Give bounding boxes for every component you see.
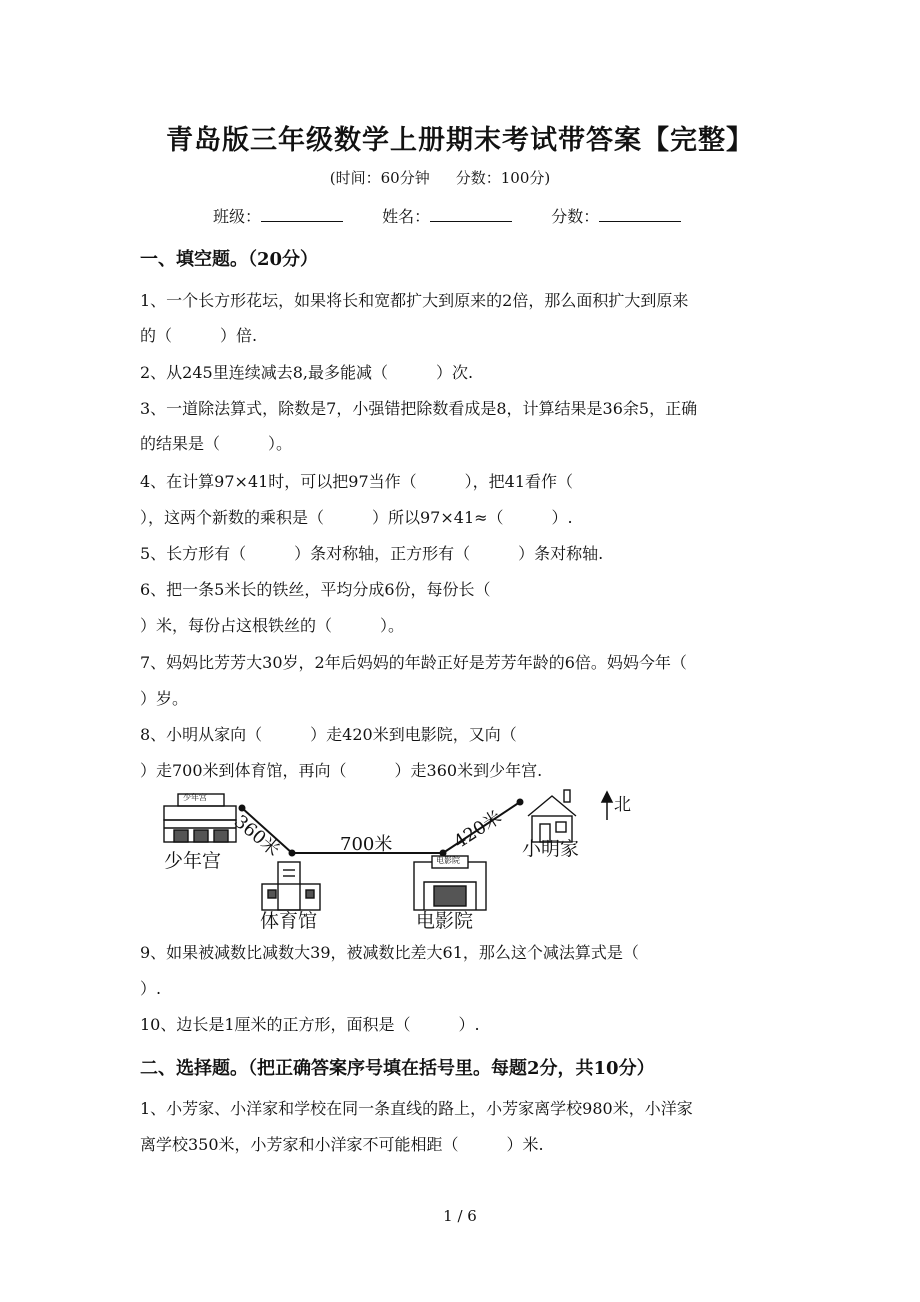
question-line: 4、在计算97×41时，可以把97当作（ ），把41看作（: [140, 472, 574, 491]
question-line: 5、长方形有（ ）条对称轴，正方形有（ ）条对称轴.: [140, 544, 604, 563]
name-label: 姓名：: [382, 207, 431, 226]
cinema-sign: 电影院: [436, 856, 460, 865]
youth-palace-label: 少年宫: [164, 850, 222, 872]
question-line: ）走700米到体育馆，再向（ ）走360米到少年宫.: [140, 761, 543, 780]
gym-label: 体育馆: [260, 910, 318, 932]
section2-heading: 二、选择题。（把正确答案序号填在括号里。每题2分，共10分）: [140, 1058, 655, 1079]
question-line: 2、从245里连续减去8,最多能减（ ）次.: [140, 363, 474, 382]
page-number: 1 / 6: [443, 1207, 477, 1225]
name-field[interactable]: [382, 204, 512, 227]
route-map-drawing: [150, 786, 650, 936]
home-label: 小明家: [522, 838, 580, 860]
question-line: 8、小明从家向（ ）走420米到电影院，又向（: [140, 725, 517, 744]
question-line: 3、一道除法算式，除数是7，小强错把除数看成是8，计算结果是36余5，正确: [140, 399, 698, 418]
question-line: 1、小芳家、小洋家和学校在同一条直线的路上，小芳家离学校980米，小洋家: [140, 1099, 693, 1118]
cinema-label: 电影院: [416, 910, 474, 932]
class-blank[interactable]: [261, 207, 343, 222]
gym-icon: [262, 862, 320, 910]
question-line: 的（ ）倍.: [140, 326, 258, 345]
question-line: 的结果是（ ）。: [140, 434, 293, 453]
distance-360-label: 360米: [229, 811, 284, 861]
question-line: ），这两个新数的乘积是（ ）所以97×41≈（ ）.: [140, 508, 573, 527]
name-blank[interactable]: [430, 207, 512, 222]
question-line: 7、妈妈比芳芳大30岁，2年后妈妈的年龄正好是芳芳年龄的6倍。妈妈今年（: [140, 653, 687, 672]
question-line: 1、一个长方形花坛，如果将长和宽都扩大到原来的2倍，那么面积扩大到原来: [140, 291, 689, 310]
section1-heading: 一、填空题。（20分）: [140, 249, 319, 270]
question-line: 10、边长是1厘米的正方形，面积是（ ）.: [140, 1015, 480, 1034]
question-line: 6、把一条5米长的铁丝，平均分成6份，每份长（: [140, 580, 491, 599]
route-map: [150, 786, 650, 936]
question-line: ）.: [140, 979, 162, 998]
distance-420-label: 420米: [450, 806, 506, 853]
north-arrow-icon: [602, 792, 612, 820]
class-field[interactable]: [213, 204, 343, 227]
score-blank[interactable]: [599, 207, 681, 222]
question-line: ）米，每份占这根铁丝的（ ）。: [140, 616, 405, 635]
exam-time: (时间：60分钟: [329, 169, 430, 187]
youth-palace-sign: 少年宫: [183, 793, 207, 802]
north-label: 北: [614, 795, 631, 815]
student-info-row: [213, 204, 715, 227]
distance-700-label: 700米: [340, 834, 393, 855]
question-line: 9、如果被减数比减数大39，被减数比差大61，那么这个减法算式是（: [140, 943, 639, 962]
score-field[interactable]: [551, 204, 681, 227]
gym-point: [289, 850, 296, 857]
question-line: 离学校350米，小芳家和小洋家不可能相距（ ）米.: [140, 1135, 544, 1154]
home-point: [517, 799, 524, 806]
question-line: ）岁。: [140, 689, 189, 708]
exam-subtitle: [0, 167, 880, 188]
class-label: 班级：: [213, 207, 262, 226]
score-label: 分数：: [551, 207, 600, 226]
page-title: 青岛版三年级数学上册期末考试带答案【完整】: [166, 125, 754, 156]
exam-total-score: 分数：100分): [455, 169, 551, 187]
